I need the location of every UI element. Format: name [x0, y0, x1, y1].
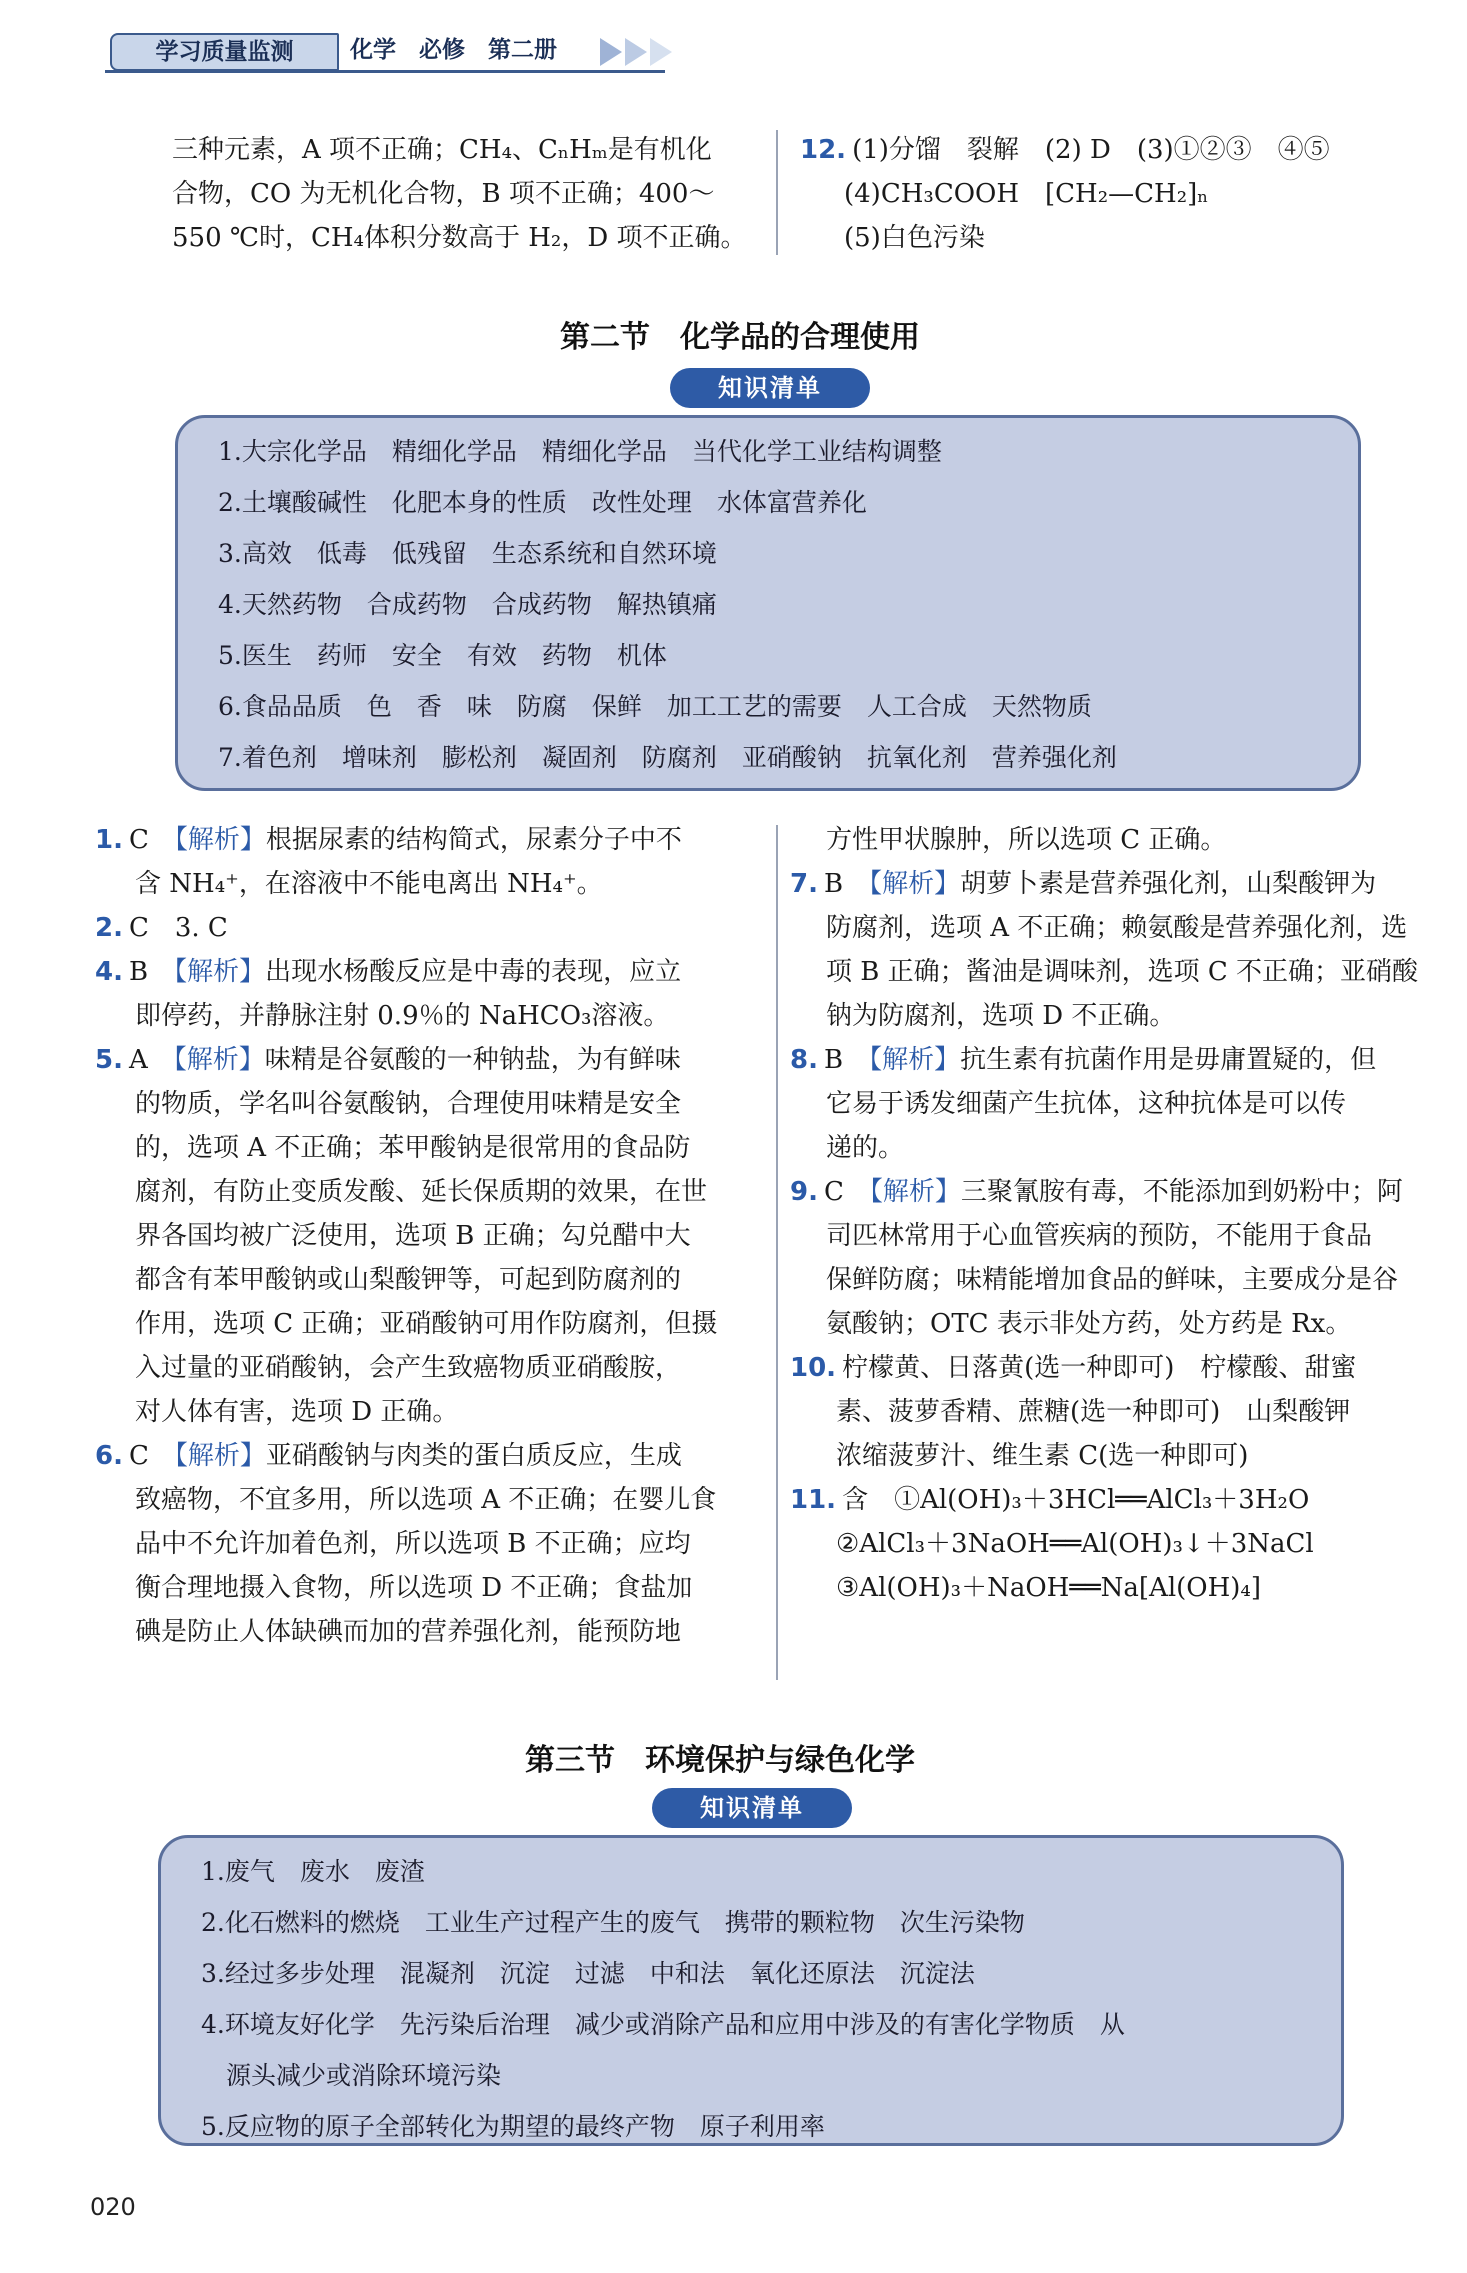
header-tab: 学习质量监测	[110, 33, 339, 71]
knowledge-item: 5.医生 药师 安全 有效 药物 机体	[218, 641, 667, 670]
text-line: 衡合理地摄入食物，所以选项 D 不正确；食盐加	[135, 1573, 693, 1603]
knowledge-box	[158, 1835, 1344, 2146]
answer-letter: C	[823, 1177, 844, 1207]
answer-letter: B	[823, 1045, 844, 1075]
analysis-tag: 【解析】	[869, 1045, 961, 1075]
question-number: 10.	[790, 1353, 837, 1383]
text-line: 浓缩菠萝汁、维生素 C(选一种即可)	[836, 1441, 1249, 1471]
text-line: 碘是防止人体缺碘而加的营养强化剂，能预防地	[135, 1617, 682, 1647]
text-line: 项 B 正确；酱油是调味剂，选项 C 不正确；亚硝酸	[826, 957, 1419, 987]
answers-left-column	[95, 818, 745, 1654]
text-line: 的物质，学名叫谷氨酸钠，合理使用味精是安全	[135, 1089, 682, 1119]
answer-letter: B	[128, 957, 149, 987]
question-number: 12.	[800, 135, 847, 165]
text-line: 根据尿素的结构简式，尿素分子中不	[265, 825, 682, 855]
question-number: 9.	[790, 1177, 818, 1207]
answer-letter: C 3. C	[128, 913, 228, 943]
chevron-icon	[650, 38, 672, 66]
question-number: 8.	[790, 1045, 818, 1075]
text-line: 三聚氰胺有毒，不能添加到奶粉中；阿	[960, 1177, 1403, 1207]
text-line: 腐剂，有防止变质发酸、延长保质期的效果，在世	[135, 1177, 708, 1207]
knowledge-item: 源头减少或消除环境污染	[201, 2061, 502, 2090]
text-line: 它易于诱发细菌产生抗体，这种抗体是可以传	[826, 1089, 1347, 1119]
page-number: 020	[90, 2193, 136, 2221]
text-line: 亚硝酸钠与肉类的蛋白质反应，生成	[265, 1441, 682, 1471]
text-line: 抗生素有抗菌作用是毋庸置疑的，但	[960, 1045, 1377, 1075]
chevron-icon	[625, 38, 647, 66]
column-divider	[776, 130, 778, 255]
text-line: 递的。	[826, 1133, 905, 1163]
knowledge-item: 6.食品品质 色 香 味 防腐 保鲜 加工工艺的需要 人工合成 天然物质	[218, 692, 1092, 721]
text-line: 品中不允许加着色剂，所以选项 B 不正确；应均	[135, 1529, 691, 1559]
text-line: 作用，选项 C 正确；亚硝酸钠可用作防腐剂，但摄	[135, 1309, 718, 1339]
text-line: 防腐剂，选项 A 不正确；赖氨酸是营养强化剂，选	[826, 913, 1408, 943]
knowledge-item: 7.着色剂 增味剂 膨松剂 凝固剂 防腐剂 亚硝酸钠 抗氧化剂 营养强化剂	[218, 743, 1117, 772]
knowledge-item: 1.大宗化学品 精细化学品 精细化学品 当代化学工业结构调整	[218, 437, 942, 466]
knowledge-item: 5.反应物的原子全部转化为期望的最终产物 原子利用率	[201, 2112, 825, 2141]
knowledge-item: 4.天然药物 合成药物 合成药物 解热镇痛	[218, 590, 717, 619]
question-number: 7.	[790, 869, 818, 899]
text-line: (5)白色污染	[844, 223, 985, 253]
text-line: 合物，CO 为无机化合物，B 项不正确；400～	[172, 179, 715, 209]
knowledge-item: 2.土壤酸碱性 化肥本身的性质 改性处理 水体富营养化	[218, 488, 867, 517]
answer-12	[800, 128, 1400, 260]
question-number: 4.	[95, 957, 123, 987]
analysis-tag: 【解析】	[174, 825, 266, 855]
analysis-tag: 【解析】	[869, 869, 961, 899]
text-line: 致癌物，不宜多用，所以选项 A 不正确；在婴儿食	[135, 1485, 717, 1515]
text-line: 胡萝卜素是营养强化剂，山梨酸钾为	[960, 869, 1377, 899]
analysis-tag: 【解析】	[869, 1177, 961, 1207]
text-line: 素、菠萝香精、蔗糖(选一种即可) 山梨酸钾	[836, 1397, 1351, 1427]
text-line: 三种元素，A 项不正确；CH₄、CₙHₘ是有机化	[172, 135, 712, 165]
knowledge-item: 1.废气 废水 废渣	[201, 1857, 425, 1886]
answer-letter: A	[128, 1045, 148, 1075]
analysis-tag: 【解析】	[174, 957, 266, 987]
knowledge-pill: 知识清单	[670, 368, 870, 408]
text-line: (1)分馏 裂解 (2) D (3)①②③ ④⑤	[852, 135, 1330, 165]
answer-letter: C	[128, 825, 149, 855]
answer-letter: B	[823, 869, 844, 899]
knowledge-item: 3.高效 低毒 低残留 生态系统和自然环境	[218, 539, 717, 568]
text-line: 出现水杨酸反应是中毒的表现，应立	[265, 957, 682, 987]
text-line: 界各国均被广泛使用，选项 B 正确；勾兑醋中大	[135, 1221, 691, 1251]
question-number: 11.	[790, 1485, 837, 1515]
analysis-tag: 【解析】	[173, 1045, 265, 1075]
text-line: (4)CH₃COOH [CH₂—CH₂]ₙ	[844, 179, 1209, 209]
column-divider	[776, 825, 778, 1680]
chevron-icon	[600, 38, 622, 66]
question-number: 1.	[95, 825, 123, 855]
text-line: ③Al(OH)₃＋NaOH══Na[Al(OH)₄]	[836, 1573, 1261, 1603]
text-line: 含 ①Al(OH)₃＋3HCl══AlCl₃＋3H₂O	[842, 1485, 1310, 1515]
knowledge-box	[175, 415, 1361, 791]
text-line: 钠为防腐剂，选项 D 不正确。	[826, 1001, 1176, 1031]
knowledge-pill: 知识清单	[652, 1788, 852, 1828]
text-line: 即停药，并静脉注射 0.9％的 NaHCO₃溶液。	[135, 1001, 670, 1031]
question-number: 6.	[95, 1441, 123, 1471]
text-line: 对人体有害，选项 D 正确。	[135, 1397, 459, 1427]
answer-letter: C	[128, 1441, 149, 1471]
top-left-text	[172, 128, 772, 260]
text-line: 氨酸钠；OTC 表示非处方药，处方药是 Rx。	[826, 1309, 1352, 1339]
analysis-tag: 【解析】	[174, 1441, 266, 1471]
question-number: 2.	[95, 913, 123, 943]
text-line: 入过量的亚硝酸钠，会产生致癌物质亚硝酸胺，	[135, 1353, 682, 1383]
section-title: 第二节 化学品的合理使用	[560, 320, 920, 355]
text-line: 的，选项 A 不正确；苯甲酸钠是很常用的食品防	[135, 1133, 691, 1163]
section-title: 第三节 环境保护与绿色化学	[525, 1743, 915, 1778]
question-number: 5.	[95, 1045, 123, 1075]
text-line: 含 NH₄⁺，在溶液中不能电离出 NH₄⁺。	[135, 869, 603, 899]
header-subject: 化学 必修 第二册	[350, 37, 557, 63]
knowledge-item: 2.化石燃料的燃烧 工业生产过程产生的废气 携带的颗粒物 次生污染物	[201, 1908, 1025, 1937]
text-line: ②AlCl₃＋3NaOH══Al(OH)₃↓＋3NaCl	[836, 1529, 1314, 1559]
answers-right-column	[790, 818, 1430, 1610]
text-line: 方性甲状腺肿，所以选项 C 正确。	[826, 825, 1227, 855]
text-line: 柠檬黄、日落黄(选一种即可) 柠檬酸、甜蜜	[842, 1353, 1357, 1383]
knowledge-item: 4.环境友好化学 先污染后治理 减少或消除产品和应用中涉及的有害化学物质 从	[201, 2010, 1125, 2039]
text-line: 司匹林常用于心血管疾病的预防，不能用于食品	[826, 1221, 1373, 1251]
text-line: 550 ℃时，CH₄体积分数高于 H₂，D 项不正确。	[172, 223, 747, 253]
knowledge-item: 3.经过多步处理 混凝剂 沉淀 过滤 中和法 氧化还原法 沉淀法	[201, 1959, 975, 1988]
text-line: 保鲜防腐；味精能增加食品的鲜味，主要成分是谷	[826, 1265, 1399, 1295]
text-line: 味精是谷氨酸的一种钠盐，为有鲜味	[264, 1045, 681, 1075]
text-line: 都含有苯甲酸钠或山梨酸钾等，可起到防腐剂的	[135, 1265, 682, 1295]
